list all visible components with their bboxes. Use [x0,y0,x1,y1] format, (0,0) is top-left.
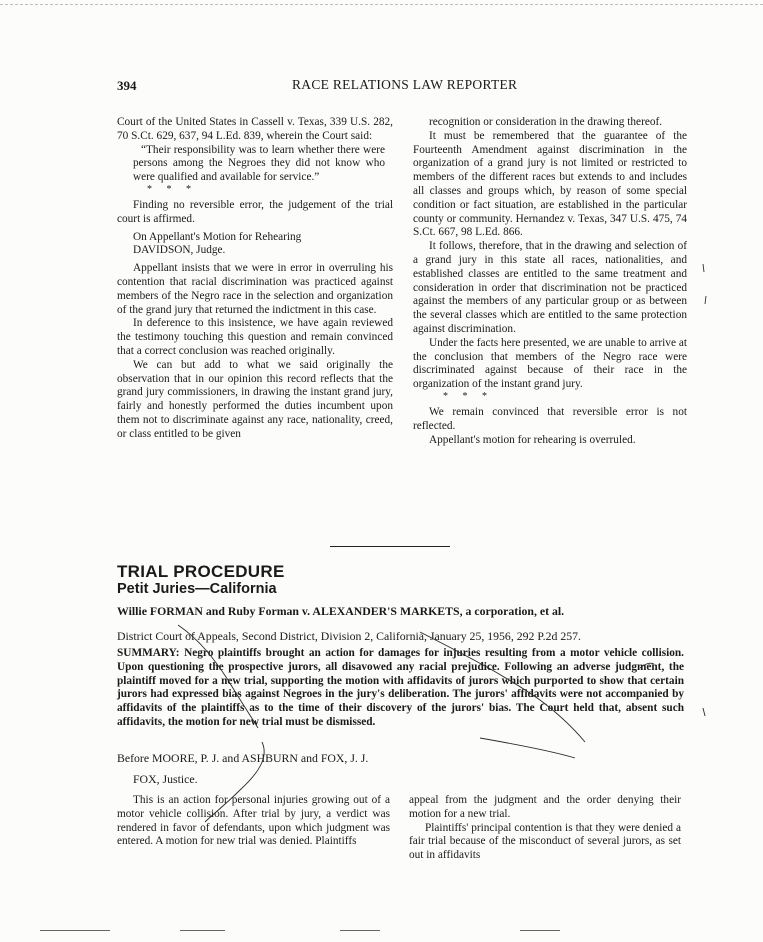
summary-text: Negro plaintiffs brought an action for damages for injuries resulting from a motor vehicle collision. Upon questioning the prospective jurors, all disavowed any racial prejudice. Following an adverse judgment, the plaintiff moved for a new trial, supporting the motion with affidavits of jurors which purported to show that certain jurors had expressed bias against Negroes in the jury's deliberation. The jurors' affidavits were not accompanied by affidavits of the plaintiffs as to the time of their discovery of the jurors' bias. The Court held that, absent such affidavits, the motion for new trial must be dismissed. [117,647,685,728]
motion-heading: On Appellant's Motion for Rehearing [133,230,302,243]
paragraph: We remain convinced that reversible error is not reflected. [413,405,687,432]
paragraph: appeal from the judgment and the order denying their motion for a new trial. [409,794,681,820]
paragraph: Appellant's motion for rehearing is overruled. [429,433,636,446]
ellipsis-stars: * * * [443,390,493,402]
footer-rule [520,930,560,931]
section-subtitle: Petit Juries—California [117,581,277,597]
pencil-stroke [480,738,575,758]
paragraph: recognition or consideration in the drawing thereof. [429,116,663,128]
paragraph: We can but add to what we said originally the observation that in our opinion this record reflects that the grand jury commissioners, in drawing the instant grand jury, fairly and honestly performed the duties incumbent upon them not to discriminate against any race, nationality, creed, or class entitled to be given [117,358,393,440]
paragraph: It follows, therefore, that in the drawing and selection of a grand jury in this state all races, nationalities, and established classes are entitled to the same treatment and consideration in order that discrimination not be practiced against the members of any particular group or as between the several classes which are entitled to the same protection against discrimination. [413,240,687,335]
lower-right-column [409,794,681,863]
case-summary [117,647,684,730]
block-quote: “Their responsibility was to learn whether there were persons among the Negroes they did not know who were qualified and available for service.” [133,143,385,184]
paragraph: Court of the United States in Cassell v. Texas, 339 U.S. 282, 70 S.Ct. 629, 637, 94 L.Ed. 839, wherein the Court said: [117,116,393,142]
footer-rule [340,930,380,931]
section-title: TRIAL PROCEDURE [117,562,285,581]
pencil-stroke [705,296,706,304]
case-name: Willie FORMAN and Ruby Forman v. ALEXANDER'S MARKETS, a corporation, et al. [117,604,565,618]
paragraph: Finding no reversible error, the judgement of the trial court is affirmed. [117,198,393,225]
scan-border [0,4,763,5]
paragraph: It must be remembered that the guarantee of the Fourteenth Amendment against discrimination in the organization of a grand jury is not limited or restricted to members of the different races but extends to and includes all classes and groups which, by reason of some special condition or fact situation, are established in the particular county or community. Hernandez v. Texas, 347 U.S. 475, 74 S.Ct. 667, 98 L.Ed. 866. [413,129,687,239]
opinion-author: FOX, Justice. [133,772,198,786]
paragraph: In deference to this insistence, we have again reviewed the testimony touching this question and remain convinced that a correct conclusion was reached originally. [117,317,393,357]
section-divider [330,546,450,547]
pencil-stroke [703,264,704,272]
paragraph: Under the facts here presented, we are unable to arrive at the conclusion that members of the Negro race were discriminated against because of their race in the organization of the instant grand jury. [413,336,687,391]
summary-label: SUMMARY: [117,647,180,659]
court-citation: District Court of Appeals, Second District, Division 2, California, January 25, 1956, 292 P.2d 257. [117,629,581,643]
upper-right-column [413,116,687,447]
judge-name: DAVIDSON, Judge. [133,244,226,257]
footer-rule [40,930,110,931]
paragraph: This is an action for personal injuries growing out of a motor vehicle collision. After trial by jury, a verdict was rendered in favor of defendants, upon which judgment was entered. A motion for new trial was denied. Plaintiffs [117,794,390,848]
bench-line: Before MOORE, P. J. and ASHBURN and FOX, J. J. [117,751,369,765]
page-number: 394 [117,78,137,93]
paragraph: Appellant insists that we were in error in overruling his contention that racial discrimination was practiced against members of the Negro race in the selection and organization of the grand jury that returned the indictment in this case. [117,262,393,316]
paragraph: Plaintiffs' principal contention is that they were denied a fair trial because of the misconduct of several jurors, as set out in affidavits [409,821,681,862]
ellipsis-stars: * * * [147,183,197,195]
running-header: RACE RELATIONS LAW REPORTER [292,77,518,92]
footer-rule [180,930,225,931]
lower-left-column [117,794,390,849]
pencil-stroke [703,708,705,716]
upper-left-column [117,116,393,442]
